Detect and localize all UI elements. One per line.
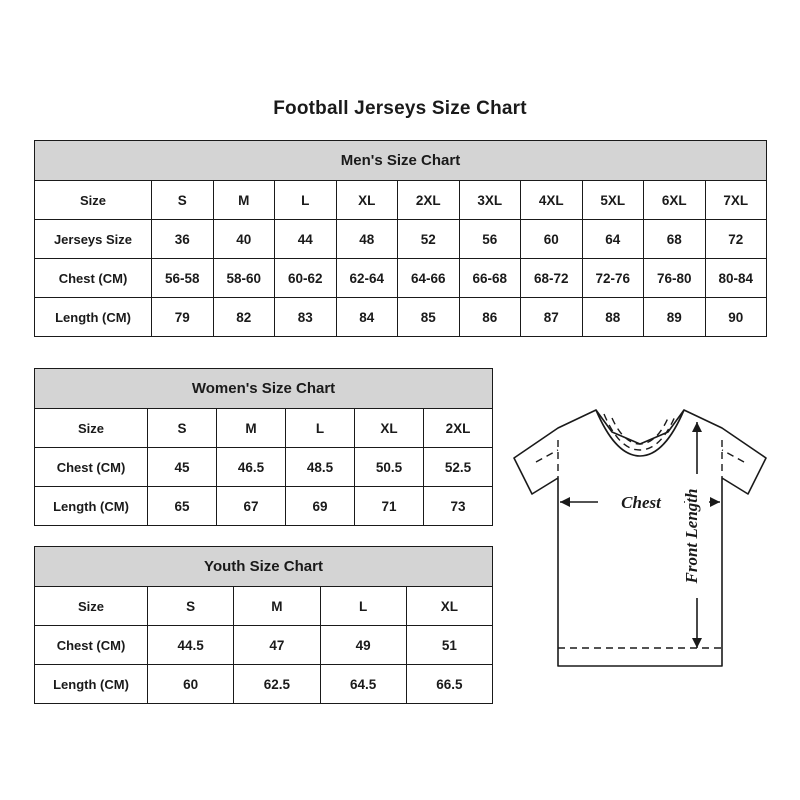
page-title: Football Jerseys Size Chart xyxy=(273,98,527,119)
cell: 86 xyxy=(459,298,521,337)
cell: 50.5 xyxy=(355,448,424,487)
cell: 82 xyxy=(213,298,275,337)
table-row xyxy=(35,220,767,259)
cell: 45 xyxy=(148,448,217,487)
womens-row-header: Size xyxy=(35,409,148,448)
mens-row-header: Size xyxy=(35,181,152,220)
youth-col-m: M xyxy=(234,587,320,626)
mens-row-label-chest: Chest (CM) xyxy=(35,259,152,298)
mens-col-s: S xyxy=(152,181,214,220)
cell: 72-76 xyxy=(582,259,644,298)
mens-col-5xl: 5XL xyxy=(582,181,644,220)
cell: 36 xyxy=(152,220,214,259)
table-row xyxy=(35,487,493,526)
mens-row-label-length: Length (CM) xyxy=(35,298,152,337)
youth-col-l: L xyxy=(320,587,406,626)
cell: 40 xyxy=(213,220,275,259)
cell: 90 xyxy=(705,298,767,337)
mens-col-6xl: 6XL xyxy=(644,181,706,220)
mens-row-label-jerseys-size: Jerseys Size xyxy=(35,220,152,259)
cell: 52 xyxy=(398,220,460,259)
mens-col-l: L xyxy=(275,181,337,220)
table-row xyxy=(35,665,493,704)
womens-col-2xl: 2XL xyxy=(424,409,493,448)
mens-col-4xl: 4XL xyxy=(521,181,583,220)
table-caption-row xyxy=(35,141,767,181)
cell: 67 xyxy=(217,487,286,526)
cell: 60 xyxy=(148,665,234,704)
chest-measure-label: Chest xyxy=(621,493,661,512)
cell: 56 xyxy=(459,220,521,259)
cell: 49 xyxy=(320,626,406,665)
cell: 66-68 xyxy=(459,259,521,298)
youth-col-xl: XL xyxy=(406,587,492,626)
womens-col-l: L xyxy=(286,409,355,448)
cell: 88 xyxy=(582,298,644,337)
cell: 68 xyxy=(644,220,706,259)
youth-table-caption: Youth Size Chart xyxy=(35,547,493,587)
cell: 87 xyxy=(521,298,583,337)
cell: 85 xyxy=(398,298,460,337)
cell: 83 xyxy=(275,298,337,337)
womens-size-chart-table xyxy=(34,368,493,526)
youth-size-chart-table xyxy=(34,546,493,704)
cell: 44 xyxy=(275,220,337,259)
youth-row-header: Size xyxy=(35,587,148,626)
cell: 51 xyxy=(406,626,492,665)
table-row xyxy=(35,298,767,337)
cell: 46.5 xyxy=(217,448,286,487)
table-row xyxy=(35,448,493,487)
cell: 60-62 xyxy=(275,259,337,298)
cell: 60 xyxy=(521,220,583,259)
table-row xyxy=(35,259,767,298)
table-header-row xyxy=(35,587,493,626)
cell: 48 xyxy=(336,220,398,259)
mens-col-7xl: 7XL xyxy=(705,181,767,220)
table-row xyxy=(35,626,493,665)
table-caption-row xyxy=(35,369,493,409)
mens-size-chart-table xyxy=(34,140,767,337)
table-caption-row xyxy=(35,547,493,587)
youth-row-label-length: Length (CM) xyxy=(35,665,148,704)
cell: 62.5 xyxy=(234,665,320,704)
mens-col-3xl: 3XL xyxy=(459,181,521,220)
cell: 84 xyxy=(336,298,398,337)
womens-col-m: M xyxy=(217,409,286,448)
cell: 64.5 xyxy=(320,665,406,704)
womens-table-caption: Women's Size Chart xyxy=(35,369,493,409)
cell: 89 xyxy=(644,298,706,337)
cell: 56-58 xyxy=(152,259,214,298)
womens-row-label-length: Length (CM) xyxy=(35,487,148,526)
cell: 76-80 xyxy=(644,259,706,298)
front-length-measure-label: Front Length xyxy=(682,488,701,584)
cell: 71 xyxy=(355,487,424,526)
cell: 64 xyxy=(582,220,644,259)
mens-col-xl: XL xyxy=(336,181,398,220)
womens-row-label-chest: Chest (CM) xyxy=(35,448,148,487)
youth-row-label-chest: Chest (CM) xyxy=(35,626,148,665)
cell: 64-66 xyxy=(398,259,460,298)
mens-col-2xl: 2XL xyxy=(398,181,460,220)
table-header-row xyxy=(35,181,767,220)
youth-col-s: S xyxy=(148,587,234,626)
cell: 66.5 xyxy=(406,665,492,704)
cell: 52.5 xyxy=(424,448,493,487)
cell: 62-64 xyxy=(336,259,398,298)
cell: 73 xyxy=(424,487,493,526)
cell: 47 xyxy=(234,626,320,665)
mens-table-caption: Men's Size Chart xyxy=(35,141,767,181)
jersey-measurement-diagram xyxy=(500,398,780,698)
womens-col-xl: XL xyxy=(355,409,424,448)
cell: 79 xyxy=(152,298,214,337)
cell: 58-60 xyxy=(213,259,275,298)
womens-col-s: S xyxy=(148,409,217,448)
cell: 65 xyxy=(148,487,217,526)
cell: 72 xyxy=(705,220,767,259)
cell: 44.5 xyxy=(148,626,234,665)
table-header-row xyxy=(35,409,493,448)
cell: 48.5 xyxy=(286,448,355,487)
cell: 69 xyxy=(286,487,355,526)
cell: 80-84 xyxy=(705,259,767,298)
cell: 68-72 xyxy=(521,259,583,298)
mens-col-m: M xyxy=(213,181,275,220)
